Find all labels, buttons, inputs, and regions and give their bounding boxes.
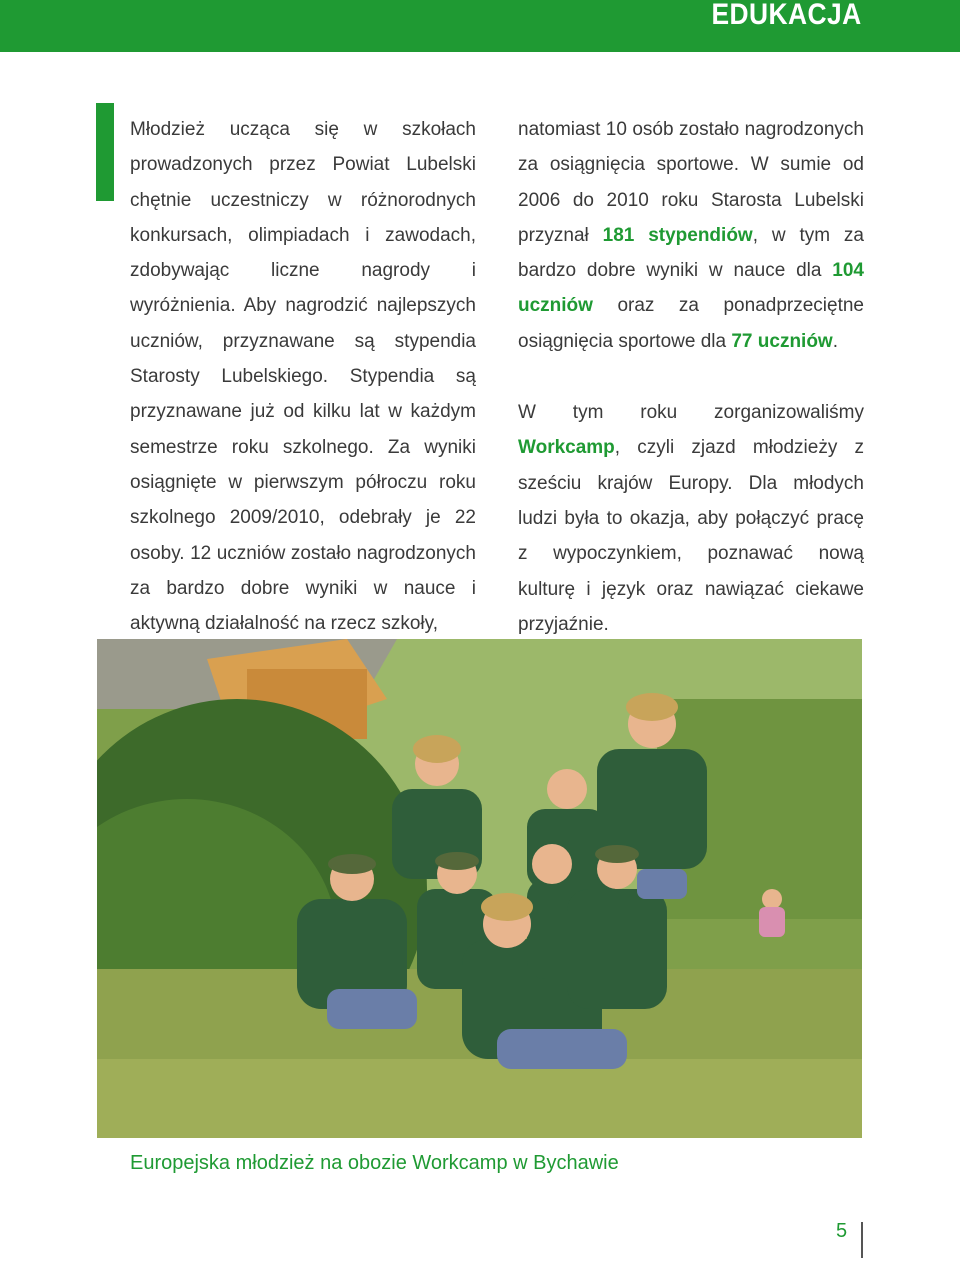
highlight-workcamp: Workcamp	[518, 437, 615, 459]
text-segment: W tym roku zorganizowaliśmy	[518, 402, 864, 424]
text-segment: .	[832, 330, 838, 352]
section-header-bar	[0, 0, 960, 52]
paragraph-gap	[518, 359, 864, 395]
text-segment: , w tym za bardzo dobre wyniki w nauce dla	[518, 224, 864, 282]
highlight-scholarship-count: 181 stypendiów	[602, 224, 753, 246]
text-segment: , czyli zjazd młodzieży z sześciu krajów Europy. Dla młodych ludzi była to okazja, aby połączyć pracę z wypoczynkiem, poznawać nową kulturę i język oraz nawiązać ciekawe przyjaźnie.	[518, 437, 864, 635]
text-segment: oraz za ponadprzeciętne osiągnięcia sportowe dla	[518, 295, 864, 352]
paragraph-accent-bar	[96, 103, 114, 201]
right-paragraph-scholarships	[518, 112, 864, 359]
page-number-rule	[861, 1222, 863, 1258]
section-title: EDUKACJA	[711, 0, 862, 31]
left-text-column	[130, 112, 476, 641]
group-photo-illustration	[97, 639, 862, 1138]
highlight-academic-count: 104 uczniów	[518, 260, 864, 317]
right-text-column	[518, 112, 864, 642]
text-segment: natomiast 10 osób zostało nagrodzonych za osiągnięcia sportowe. W sumie od 2006 do 2010 roku Starosta Lubelski przyznał	[518, 119, 864, 246]
right-paragraph-workcamp	[518, 395, 864, 642]
group-photo	[97, 639, 862, 1138]
left-paragraph: Młodzież ucząca się w szkołach prowadzonych przez Powiat Lubelski chętnie uczestniczy w różnorodnych konkursach, olimpiadach i zawodach, zdobywając liczne nagrody i wyróżnienia. Aby nagrodzić najlepszych uczniów, przyznawane są stypendia Starosty Lubelskiego. Stypendia są przyznawane już od kilku lat w każdym semestrze roku szkolnego. Za wyniki osiągnięte w pierwszym półroczu roku szkolnego 2009/2010, odebrały je 22 osoby. 12 uczniów zostało nagrodzonych za bardzo dobre wyniki w nauce i aktywną działalność na rzecz szkoły,	[130, 119, 476, 635]
photo-caption: Europejska młodzież na obozie Workcamp w Bychawie	[130, 1152, 619, 1174]
page-number: 5	[836, 1220, 848, 1242]
highlight-sport-count: 77 uczniów	[731, 330, 833, 352]
